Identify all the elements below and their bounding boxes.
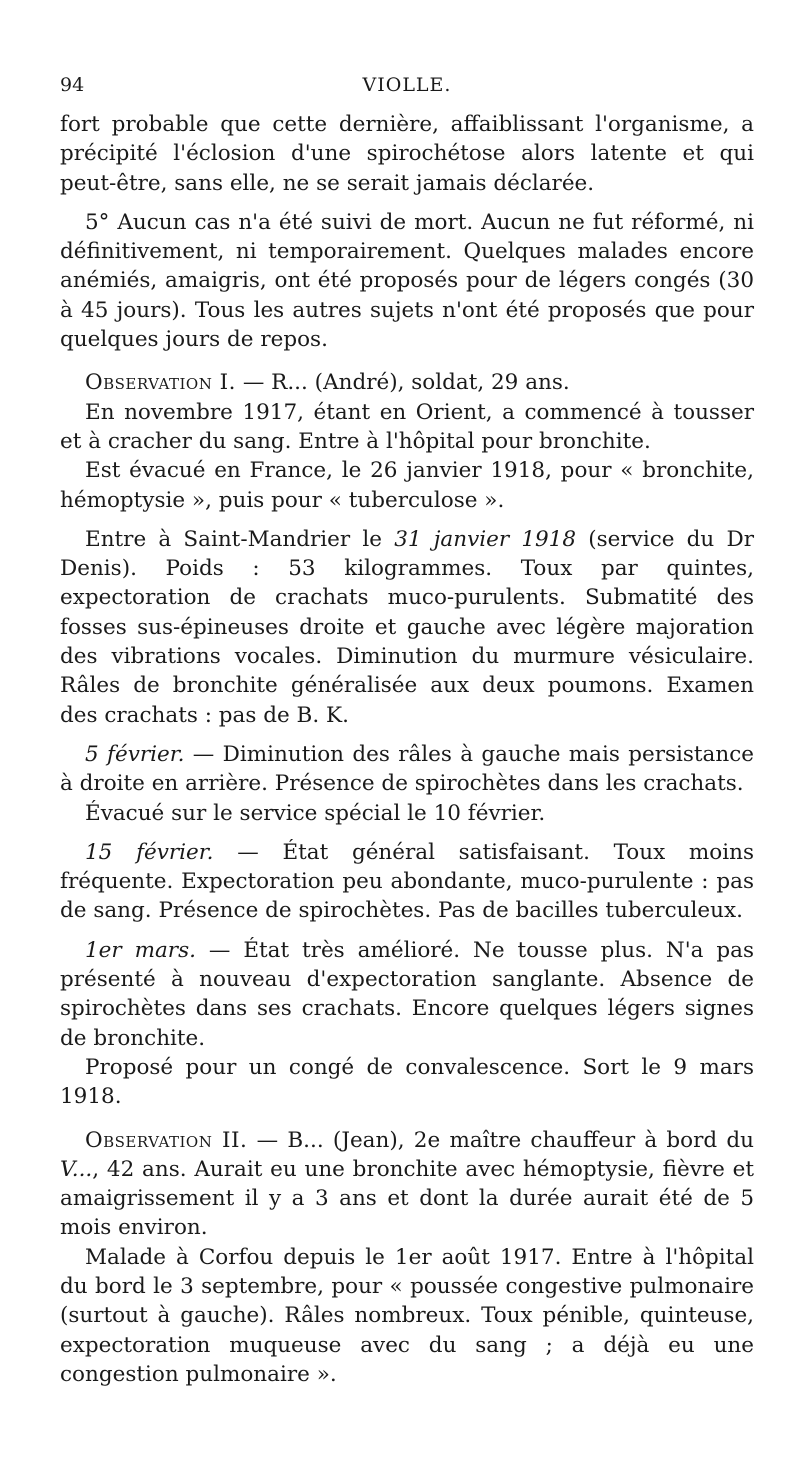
paragraph-4: En novembre 1917, étant en Orient, a commencé à tousser et à cracher du sang. Entre à l'hôpital pour bronchite.: [60, 399, 754, 454]
date-italic: 1er mars.: [85, 937, 196, 963]
date-italic: 15 février.: [85, 839, 214, 865]
paragraph-10: [60, 936, 754, 1053]
text-after: — Diminution des râles à gauche mais persistance à droite en arrière. Présence de spirochètes dans les crachats.: [60, 741, 754, 797]
observation-label: Observation II.: [85, 1127, 248, 1153]
date-italic: 31 janvier 1918: [394, 526, 577, 552]
text-after: , 42 ans. Aurait eu une bronchite avec hémoptysie, fièvre et amaigrissement il y a 3 ans et dont la durée aurait été de 5 mois environ.: [60, 1156, 754, 1241]
running-title: VIOLLE.: [362, 74, 452, 96]
running-head: [60, 74, 754, 100]
text-after: — État général satisfaisant. Toux moins fréquente. Expectoration peu abondante, muco-purulente : pas de sang. Présence de spirochètes. Pas de bacilles tuberculeux.: [60, 839, 754, 924]
observation-1-heading: [60, 368, 754, 397]
observation-text: — R... (André), soldat, 29 ans.: [235, 370, 570, 396]
text-after: — État très amélioré. Ne tousse plus. N'a pas présenté à nouveau d'expectoration sanglante. Absence de spirochètes dans ses crachats. Encore quelques légers signes de bronchite.: [60, 937, 755, 1051]
page-number: 94: [60, 74, 85, 96]
paragraph-6: [60, 525, 754, 730]
text-before: Entre à Saint-Mandrier le: [85, 526, 395, 552]
text-after: (service du Dr Denis). Poids : 53 kilogrammes. Toux par quintes, expectoration de crachats muco-purulents. Submatité des fosses sus-épineuses droite et gauche avec légère majoration des vibrations vocales. Diminution du murmure vésiculaire. Râles de bronchite généralisée aux deux poumons. Examen des crachats : pas de B. K.: [60, 526, 754, 728]
paragraph-1: fort probable que cette dernière, affaiblissant l'organisme, a précipité l'éclosion d'une spirochétose alors latente et qui peut-être, sans elle, ne se serait jamais déclarée.: [60, 112, 754, 196]
date-italic: 5 février.: [85, 741, 185, 767]
paragraph-13: Malade à Corfou depuis le 1er août 1917. Entre à l'hôpital du bord le 3 septembre, pour « poussée congestive pulmonaire (surtout à gauche). Râles nombreux. Toux pénible, quinteuse, expectoration muqueuse avec du sang ; a déjà eu une congestion pulmonaire ».: [60, 1244, 754, 1387]
text-before: — B... (Jean), 2e maître chauffeur à bord du: [247, 1127, 755, 1153]
observation-label: Observation I.: [85, 370, 236, 396]
paragraph-8: Évacué sur le service spécial le 10 février.: [85, 800, 546, 826]
observation-2-heading: [60, 1126, 754, 1243]
body-text: [60, 110, 754, 1389]
paragraph-7: [60, 740, 754, 799]
paragraph-9: [60, 838, 754, 926]
ship-name-italic: V...: [60, 1156, 93, 1182]
paragraph-11: Proposé pour un congé de convalescence. Sort le 9 mars 1918.: [60, 1054, 754, 1110]
paragraph-5: Est évacué en France, le 26 janvier 1918, pour « bronchite, hémoptysie », puis pour « tuberculose ».: [60, 458, 754, 513]
paragraph-2: 5° Aucun cas n'a été suivi de mort. Aucun ne fut réformé, ni définitivement, ni temporairement. Quelques malades encore anémiés, amaigris, ont été proposés pour de légers congés (30 à 45 jours). Tous les autres sujets n'ont été proposés que pour quelques jours de repos.: [60, 209, 754, 353]
